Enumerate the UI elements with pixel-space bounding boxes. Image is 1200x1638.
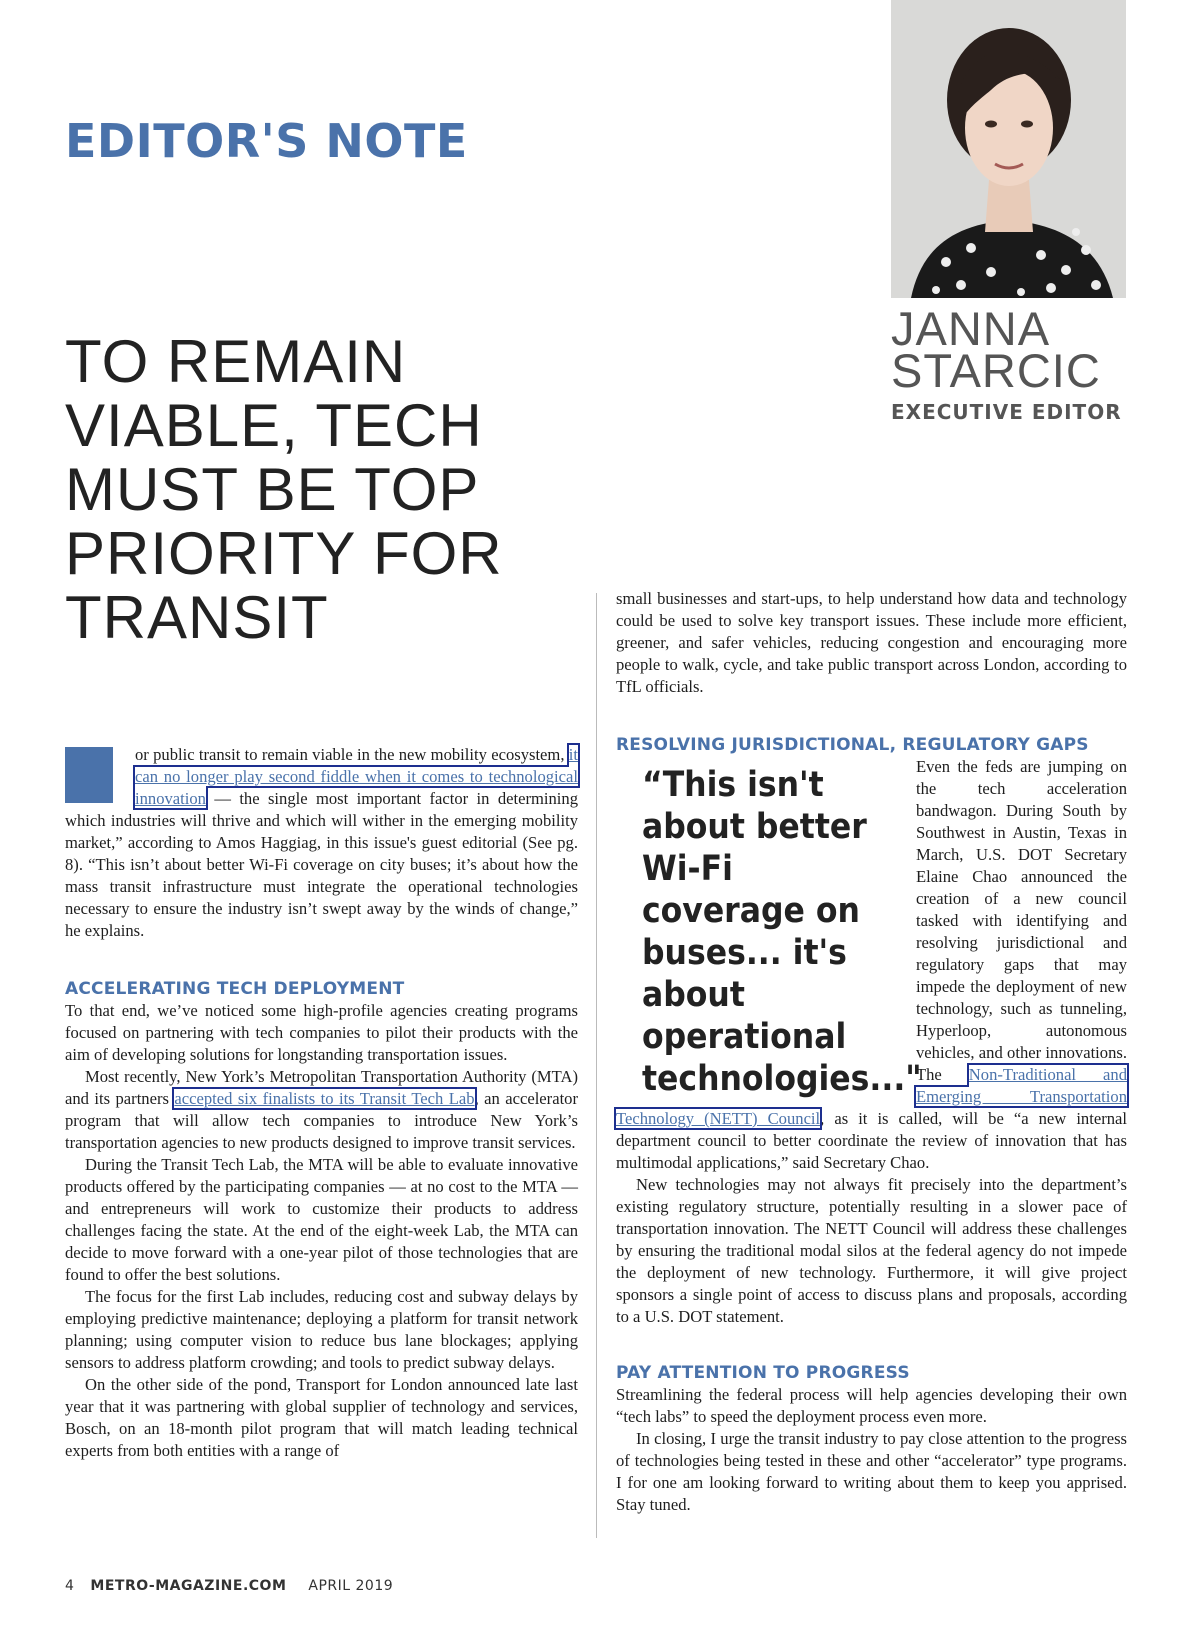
body-paragraph: Most recently, New York’s Metropolitan Transportation Authority (MTA) and its partners accepted six finalists to its Transit Tech Lab, an accelerator program that will allow tech companies to introduce New York’s transportation agencies to new products designed to improve transit services.: [65, 1067, 578, 1152]
page-number: 4: [65, 1578, 75, 1594]
section-heading-resolving: RESOLVING JURISDICTIONAL, REGULATORY GAPS: [616, 735, 1089, 755]
author-name: [891, 302, 1101, 397]
intro-link[interactable]: it can no longer play second fiddle when it comes to technological innovation: [135, 745, 578, 808]
author-photo: [891, 0, 1126, 298]
section-heading-progress: PAY ATTENTION TO PROGRESS: [616, 1363, 910, 1383]
article-column-left: [65, 744, 578, 1462]
article-headline: TO REMAIN VIABLE, TECH MUST BE TOP PRIORITY FOR TRANSIT: [65, 328, 503, 651]
transit-tech-lab-link[interactable]: accepted six finalists to its Transit Tech Lab: [174, 1089, 475, 1108]
section-heading-accelerating: ACCELERATING TECH DEPLOYMENT: [65, 979, 405, 999]
footer-issue: APRIL 2019: [308, 1578, 394, 1594]
author-portrait-image: [891, 0, 1126, 298]
body-paragraph: Streamlining the federal process will help agencies developing their own “tech labs” to speed the deployment process even more.: [616, 1385, 1127, 1426]
body-paragraph: The focus for the first Lab includes, reducing cost and subway delays by employing predictive maintenance; deploying a platform for transit network planning; using computer vision to reduce bus lane blockages; applying sensors to address platform crowding; and tools to predict subway delays.: [65, 1287, 578, 1372]
footer-site: METRO-MAGAZINE.COM: [90, 1578, 287, 1594]
nett-council-link[interactable]: Non-Traditional and Emerging Transportation Technology (NETT) Council: [616, 1065, 1127, 1128]
body-paragraph: “This isn't about better Wi-Fi coverage on buses... it's about operational technologies..." Even the feds are jumping on the tech acceleration bandwagon. During South by Southwest in Austin, Texas in March, U.S. DOT Secretary Elaine Chao announced the creation of a new council tasked with identifying and resolving jurisdictional and regulatory gaps that may impede the deployment of new technology, such as tunneling, Hyperloop, autonomous vehicles, and other innovations. The Non-Traditional and Emerging Transportation Technology (NETT) Council, as it is called, will be “a new internal department council to better coordinate the review of innovation that has multimodal applications,” said Secretary Chao.: [616, 757, 1127, 1172]
body-paragraph: In closing, I urge the transit industry to pay close attention to the progress of technologies being tested in these and other “accelerator” type programs. I for one am looking forward to writing about them to keep you apprised. Stay tuned.: [616, 1429, 1127, 1514]
column-divider: [596, 593, 597, 1538]
author-last-name: STARCIC: [891, 344, 1101, 397]
drop-cap: [65, 747, 113, 803]
section-kicker: EDITOR'S NOTE: [65, 114, 468, 168]
author-first-name: JANNA: [891, 302, 1051, 355]
article-column-right: [616, 588, 1127, 1516]
body-paragraph: New technologies may not always fit precisely into the department’s existing regulatory structure, potentially resulting in a slower pace of transportation innovation. The NETT Council will address these challenges by ensuring the traditional modal silos at the federal agency do not impede the deployment of new technology. Furthermore, it will give project sponsors a single point of access to discuss plans and proposals, according to a U.S. DOT statement.: [616, 1175, 1127, 1326]
pull-quote: “This isn't about better Wi-Fi coverage on buses... it's about operational technologies...": [642, 765, 922, 1099]
author-title: EXECUTIVE EDITOR: [891, 400, 1122, 424]
intro-paragraph: or public transit to remain viable in the new mobility ecosystem, it can no longer play second fiddle when it comes to technological innovation — the single most important factor in determining which industries will thrive and which will wither in the emerging mobility market,” according to Amos Haggiag, in this issue's guest editorial (See pg. 8). “This isn’t about better Wi-Fi coverage on city buses; it’s about how the mass transit infrastructure must integrate the operational technologies necessary to ensure the industry isn’t swept away by the winds of change,” he explains.: [65, 745, 578, 940]
body-paragraph: To that end, we’ve noticed some high-profile agencies creating programs focused on partnering with tech companies to pilot their products with the aim of developing solutions for longstanding transportation issues.: [65, 1001, 578, 1064]
page-footer: [65, 1578, 393, 1594]
body-paragraph: During the Transit Tech Lab, the MTA will be able to evaluate innovative products offered by the participating companies — at no cost to the MTA — and entrepreneurs will work to customize their products to address challenges facing the state. At the end of the eight-week Lab, the MTA can decide to move forward with a one-year pilot of those technologies that are found to offer the best solutions.: [65, 1155, 578, 1284]
body-paragraph: On the other side of the pond, Transport for London announced late last year that it was partnering with global supplier of technology and services, Bosch, on an 18-month pilot program that will match leading technical experts from both entities with a range of: [65, 1375, 578, 1460]
body-paragraph-continued: small businesses and start-ups, to help understand how data and technology could be used to solve key transport issues. These include more efficient, greener, and safer vehicles, reducing congestion and encouraging more people to walk, cycle, and take public transport across London, according to TfL officials.: [616, 589, 1127, 696]
